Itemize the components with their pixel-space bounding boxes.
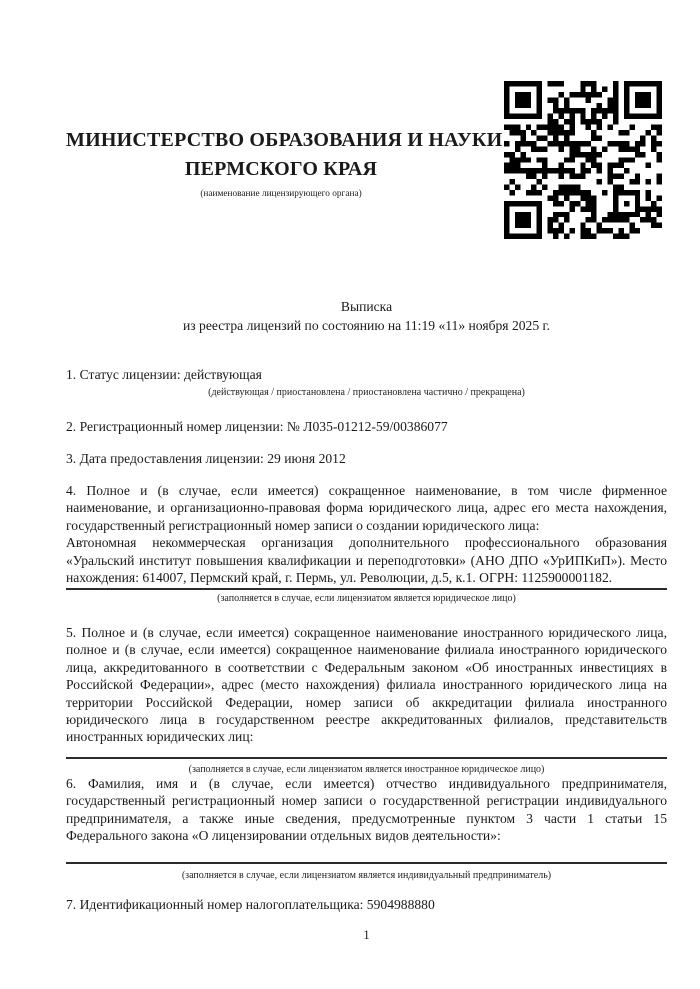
item-3-grant-date <box>66 450 667 467</box>
page-number: 1 <box>363 928 370 942</box>
separator-line <box>66 862 667 864</box>
qr-code-icon <box>504 81 662 239</box>
foreign-entity-caption: (заполняется в случае, если лицензиатом является иностранное юридическое лицо) <box>188 763 545 775</box>
entrepreneur-statement: 6. Фамилия, имя и (в случае, если имеется) отчество индивидуального предпринимателя, государственный регистрационный номер записи о государственной регистрации индивидуального предпринимателя, а также иные сведения, предусмотренные пунктом 3 части 1 статьи 15 Федерального закона «О лицензировании отдельных видов деятельности»: <box>66 776 667 844</box>
item-6-individual-entrepreneur <box>66 775 667 882</box>
title-line1: Выписка <box>340 299 393 314</box>
taxpayer-number-line: 7. Идентификационный номер налогоплательщика: 5904988880 <box>66 897 435 912</box>
ministry-caption: (наименование лицензирующего органа) <box>200 189 362 199</box>
legal-entity-caption: (заполняется в случае, если лицензиатом является юридическое лицо) <box>217 593 516 605</box>
separator-line <box>66 588 667 590</box>
entrepreneur-caption: (заполняется в случае, если лицензиатом является индивидуальный предприниматель) <box>181 869 552 881</box>
item-2-registration-number <box>66 418 667 435</box>
ministry-name-line1: МИНИСТЕРСТВО ОБРАЗОВАНИЯ И НАУКИ <box>66 129 503 151</box>
status-options-caption: (действующая / приостановлена / приостановлена частично / прекращена) <box>208 387 525 399</box>
separator-line <box>66 757 667 759</box>
document-title <box>66 297 667 335</box>
title-line2: из реестра лицензий по состоянию на 11:19 «11» ноября 2025 г. <box>182 318 550 333</box>
item-7-taxpayer-number <box>66 896 667 913</box>
item-4-legal-entity <box>66 482 667 605</box>
licensing-authority-header <box>66 126 503 200</box>
foreign-entity-statement: 5. Полное и (в случае, если имеется) сокращенное наименование иностранного юридического лица, полное и (в случае, если имеется) сокращенное наименование филиала иностранного юридического лица, аккредитованного в соответствии с Федеральным законом «Об иностранных инвестициях в Российской Федерации», адрес (место нахождения) филиала иностранного юридического лица на территории Российской Федерации, номер записи об аккредитации филиала иностранного юридического лица в государственном реестре аккредитованных филиалов, представительств иностранных юридических лиц: <box>66 625 667 745</box>
legal-entity-statement: 4. Полное и (в случае, если имеется) сокращенное наименование, в том числе фирменное наименование, и организационно-правовая форма юридического лица, адрес его места нахождения, государственный регистрационный номер записи о создании юридического лица: <box>66 483 667 533</box>
license-status-line: 1. Статус лицензии: действующая <box>66 367 262 382</box>
item-5-foreign-entity <box>66 624 667 776</box>
item-1-license-status <box>66 366 667 399</box>
grant-date-line: 3. Дата предоставления лицензии: 29 июня 2012 <box>66 451 346 466</box>
legal-entity-value: Автономная некоммерческая организация дополнительного профессионального образования «Уральский институт повышения квалификации и переподготовки» (АНО ДПО «УрИПКиП»). Место нахождения: 614007, Пермский край, г. Пермь, ул. Революции, д.5, к.1. ОГРН: 1125900001182. <box>66 535 667 586</box>
ministry-name-line2: ПЕРМСКОГО КРАЯ <box>184 158 378 180</box>
registration-number-line: 2. Регистрационный номер лицензии: № Л035-01212-59/00386077 <box>66 419 448 434</box>
